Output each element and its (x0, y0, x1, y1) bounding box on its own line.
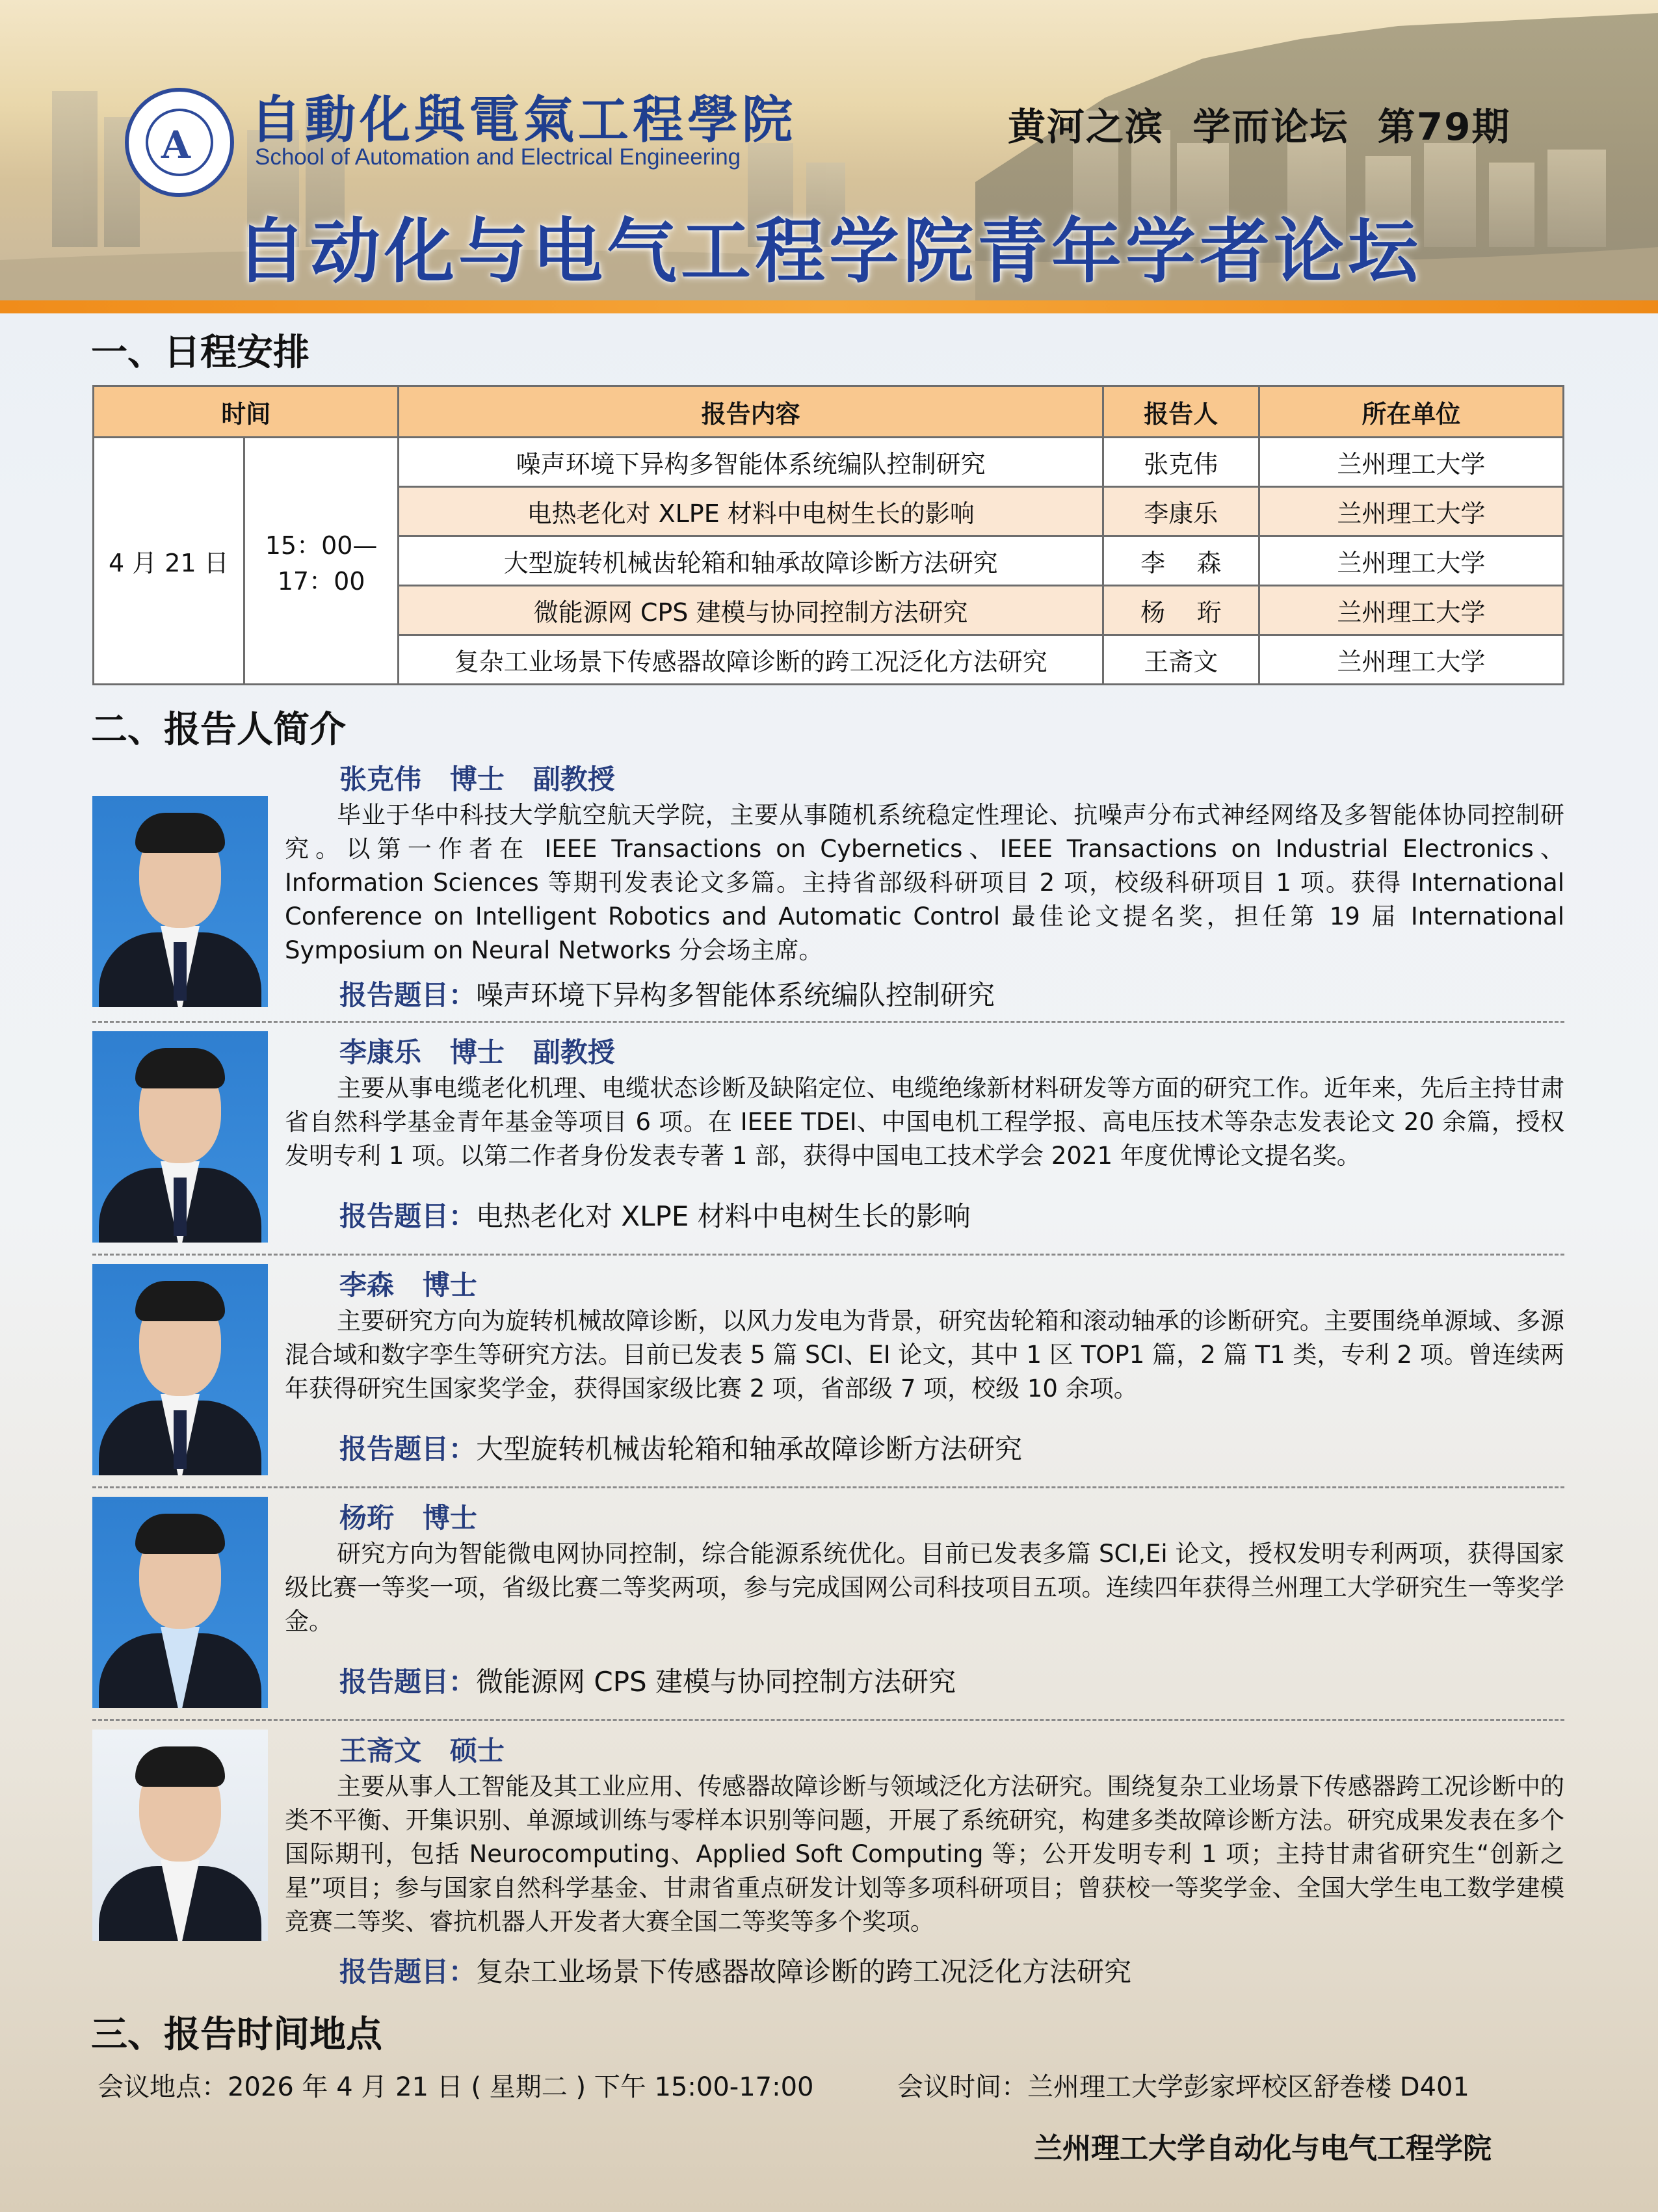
topic-label: 报告题目： (339, 979, 477, 1011)
topic-label: 报告题目： (339, 1956, 477, 1988)
meeting-location: 会议地点：2026 年 4 月 21 日 ( 星期二 ) 下午 15:00-17:00 (98, 2072, 814, 2102)
divider (92, 1021, 1564, 1023)
school-logo (125, 88, 234, 197)
row-topic: 微能源网 CPS 建模与协同控制方法研究 (399, 586, 1103, 635)
speaker-card (92, 1497, 1564, 1711)
speaker-card (92, 1031, 1564, 1246)
page-title: 自动化与电气工程学院青年学者论坛 (235, 211, 1422, 293)
header-time: 时间 (94, 386, 399, 438)
speaker-name: 王斋文 硕士 (339, 1735, 505, 1767)
section-title-schedule: 一、日程安排 (91, 332, 309, 374)
row-unit: 兰州理工大学 (1259, 586, 1563, 635)
section-title-venue: 三、报告时间地点 (91, 2014, 382, 2056)
speaker-topic (339, 974, 995, 1013)
row-unit: 兰州理工大学 (1259, 438, 1563, 487)
schedule-table (92, 385, 1564, 685)
topic-text: 微能源网 CPS 建模与协同控制方法研究 (476, 1666, 956, 1698)
speaker-bio: 研究方向为智能微电网协同控制，综合能源系统优化。目前已发表多篇 SCI,Ei 论文，授权发明专利两项，获得国家级比赛一等奖一项，省级比赛二等奖两项，参与完成国网公司科技项目五项。连续四年获得兰州理工大学研究生一等奖学金。 (285, 1540, 1564, 1635)
schedule-time-start: 15：00— (265, 531, 378, 560)
speaker-name: 张克伟 博士 副教授 (339, 763, 615, 795)
speaker-photo (92, 1264, 268, 1475)
section-title-speakers: 二、报告人简介 (91, 709, 346, 751)
topic-label: 报告题目： (339, 1666, 477, 1698)
row-unit: 兰州理工大学 (1259, 635, 1563, 685)
speaker-card (92, 1730, 1564, 1990)
header-unit: 所在单位 (1259, 386, 1563, 438)
row-speaker: 张克伟 (1103, 438, 1259, 487)
logo-letter-mark: A (161, 123, 191, 167)
header-divider (0, 300, 1658, 313)
school-name-cn: 自動化與電氣工程學院 (250, 90, 797, 150)
row-unit: 兰州理工大学 (1259, 536, 1563, 586)
speaker-bio: 主要研究方向为旋转机械故障诊断，以风力发电为背景，研究齿轮箱和滚动轴承的诊断研究。主要围绕单源域、多源混合域和数字孪生等研究方法。目前已发表 5 篇 SCI、EI 论文，其中 1 区 TOP1 篇，2 篇 T1 类，专利 2 项。曾连续两年获得研究生国家奖学金，获得国家级比赛 2 项，省部级 7 项，校级 10 余项。 (285, 1307, 1564, 1402)
divider (92, 1254, 1564, 1256)
school-name-en: School of Automation and Electrical Engineering (255, 144, 741, 170)
organizer: 兰州理工大学自动化与电气工程学院 (1034, 2132, 1492, 2165)
speaker-bio: 主要从事人工智能及其工业应用、传感器故障诊断与领域泛化方法研究。围绕复杂工业场景下传感器跨工况诊断中的类不平衡、开集识别、单源域训练与零样本识别等问题，开展了系统研究，构建多类故障诊断方法。研究成果发表在多个国际期刊，包括 Neurocomputing、Applied Soft Computing 等；公开发明专利 1 项；主持甘肃省研究生“创新之星”项目；参与国家自然科学基金、甘肃省重点研发计划等多项科研项目；曾获校一等奖学金、全国大学生电工数学建模竞赛二等奖、睿抗机器人开发者大赛全国二等奖等多个奖项。 (285, 1772, 1564, 1936)
speaker-name: 杨珩 博士 (339, 1502, 477, 1534)
divider (92, 1719, 1564, 1721)
schedule-date: 4 月 21 日 (94, 438, 244, 685)
speaker-bio: 毕业于华中科技大学航空航天学院，主要从事随机系统稳定性理论、抗噪声分布式神经网络及多智能体协同控制研究。以第一作者在 IEEE Transactions on Cybernetics、IEEE Transactions on Industrial Electronics、Information Sciences 等期刊发表论文多篇。主持省部级科研项目 2 项，校级科研项目 1 项。获得 International Conference on Intelligent Robotics and Automatic Control 最佳论文提名奖，担任第 19 届 International Symposium on Neural Networks 分会场主席。 (285, 801, 1564, 964)
row-speaker: 李康乐 (1103, 487, 1259, 536)
header-speaker: 报告人 (1103, 386, 1259, 438)
speaker-topic (339, 1428, 1022, 1467)
row-speaker: 李 森 (1103, 536, 1259, 586)
header-topic: 报告内容 (399, 386, 1103, 438)
row-speaker: 王斋文 (1103, 635, 1259, 685)
topic-text: 大型旋转机械齿轮箱和轴承故障诊断方法研究 (476, 1433, 1023, 1465)
row-speaker: 杨 珩 (1103, 586, 1259, 635)
row-unit: 兰州理工大学 (1259, 487, 1563, 536)
speaker-photo (92, 1031, 268, 1243)
topic-text: 电热老化对 XLPE 材料中电树生长的影响 (476, 1200, 971, 1232)
divider (92, 1486, 1564, 1488)
speaker-name: 李康乐 博士 副教授 (339, 1036, 615, 1068)
row-topic: 大型旋转机械齿轮箱和轴承故障诊断方法研究 (399, 536, 1103, 586)
speaker-photo (92, 1730, 268, 1941)
header-banner (0, 0, 1658, 300)
speaker-photo (92, 1497, 268, 1708)
row-topic: 电热老化对 XLPE 材料中电树生长的影响 (399, 487, 1103, 536)
speaker-name: 李森 博士 (339, 1269, 477, 1301)
topic-text: 噪声环境下异构多智能体系统编队控制研究 (476, 979, 995, 1011)
logo-emblem-icon (146, 109, 213, 176)
speaker-card (92, 758, 1564, 1012)
speaker-card (92, 1264, 1564, 1479)
speaker-bio: 主要从事电缆老化机理、电缆状态诊断及缺陷定位、电缆绝缘新材料研发等方面的研究工作。近年来，先后主持甘肃省自然科学基金青年基金等项目 6 项。在 IEEE TDEI、中国电机工程学报、高电压技术等杂志发表论文 20 余篇，授权发明专利 1 项。以第二作者身份发表专著 1 部，获得中国电工技术学会 2021 年度优博论文提名奖。 (285, 1074, 1564, 1170)
row-topic: 噪声环境下异构多智能体系统编队控制研究 (399, 438, 1103, 487)
topic-label: 报告题目： (339, 1200, 477, 1232)
speaker-photo (92, 796, 268, 1007)
schedule-time (244, 438, 399, 685)
schedule-time-end: 17：00 (277, 566, 365, 596)
topic-label: 报告题目： (339, 1433, 477, 1465)
topic-text: 复杂工业场景下传感器故障诊断的跨工况泛化方法研究 (476, 1956, 1132, 1988)
row-topic: 复杂工业场景下传感器故障诊断的跨工况泛化方法研究 (399, 635, 1103, 685)
forum-issue-label: 黄河之滨 学而论坛 第79期 (1008, 105, 1511, 149)
speaker-topic (339, 1661, 956, 1700)
table-row (94, 438, 1564, 487)
speaker-topic (339, 1195, 971, 1234)
table-header-row (94, 386, 1564, 438)
speaker-topic (339, 1951, 1131, 1990)
meeting-time: 会议时间：兰州理工大学彭家坪校区舒巻楼 D401 (897, 2072, 1469, 2102)
